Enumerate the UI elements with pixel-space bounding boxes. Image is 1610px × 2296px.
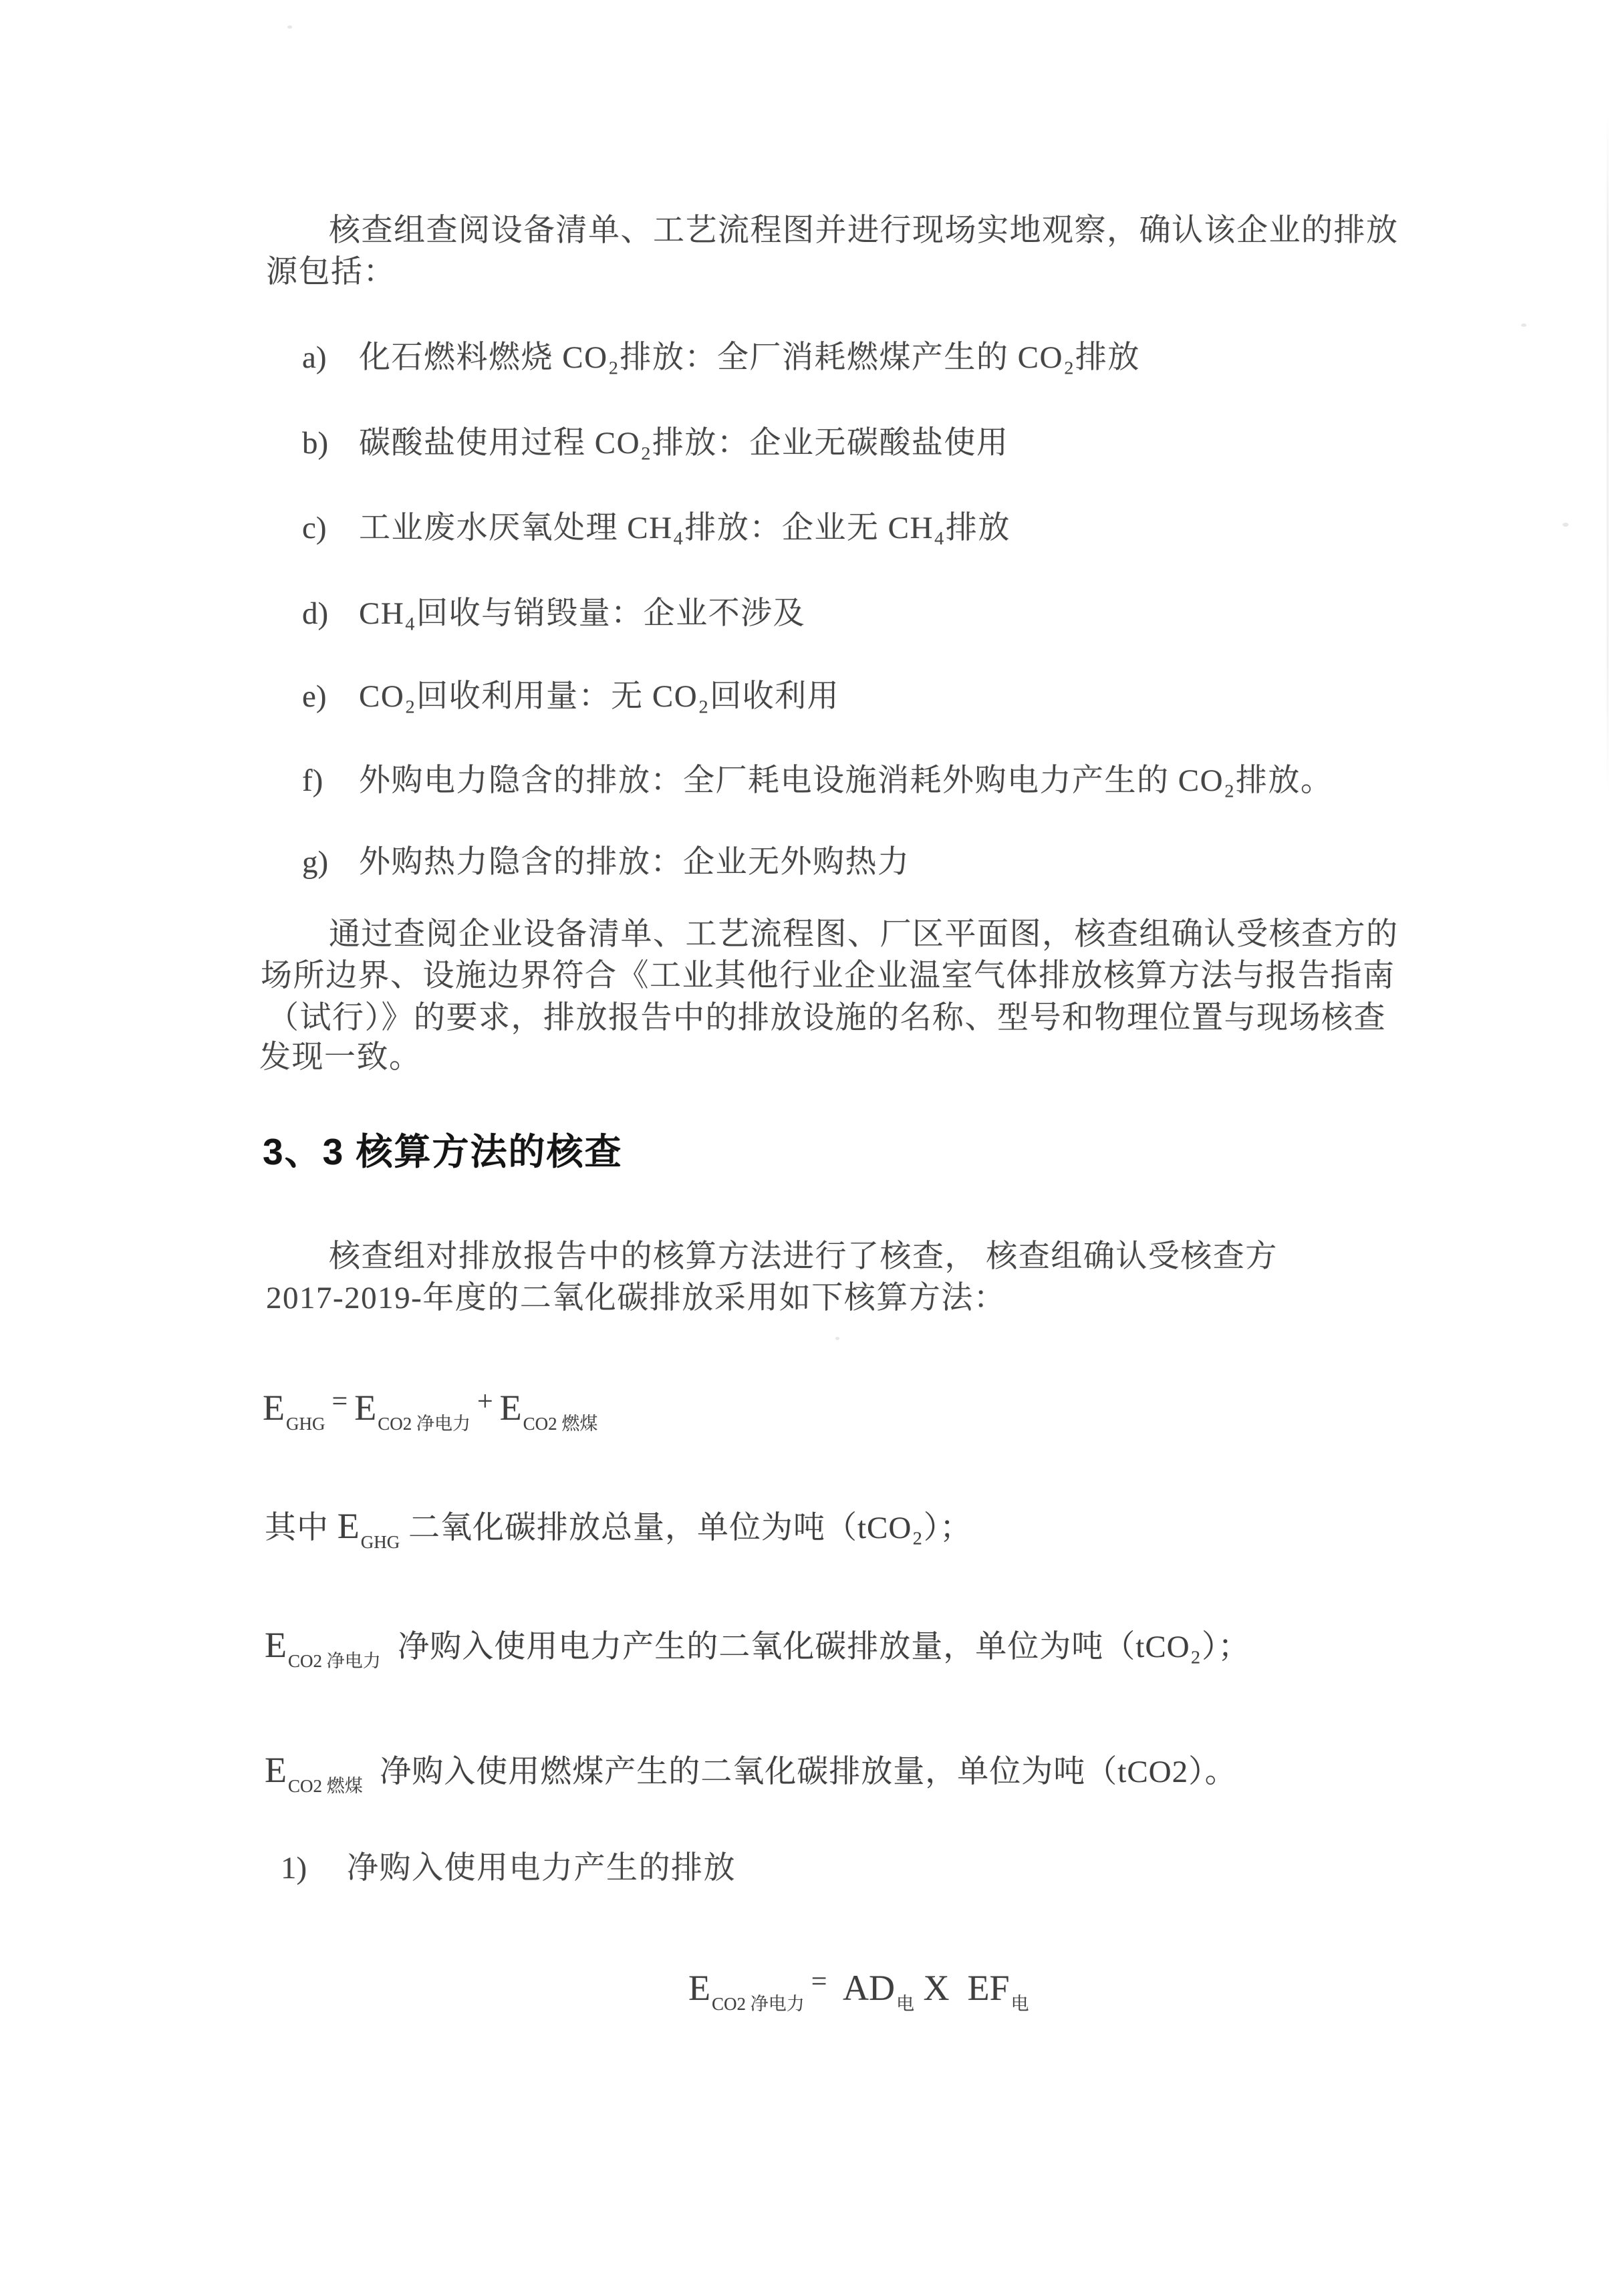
list-item-text: 外购热力隐含的排放：企业无外购热力 [359, 845, 910, 880]
boundary-paragraph-line-3: （试行）》的要求，排放报告中的排放设施的名称、型号和物理位置与现场核查 [267, 1001, 1386, 1035]
method-paragraph-line-2: 2017-2019-年度的二氧化碳排放采用如下核算方法： [266, 1281, 1007, 1315]
formula-segment-text: 净购入使用电力产生的二氧化碳排放量，单位为吨（tCO₂）； [380, 1630, 1250, 1664]
formula-segment-text: 其中 [265, 1511, 338, 1545]
formula-segment-base: E [265, 1625, 287, 1665]
formula-segment-sub: CO2 燃煤 [288, 1776, 363, 1796]
formula-segment-sub: CO2 净电力 [378, 1414, 471, 1434]
list-item-text: 化石燃料燃烧 CO₂排放：全厂消耗燃煤产生的 CO₂排放 [359, 340, 1140, 375]
formula-segment-base: E [688, 1968, 710, 2008]
formula-segment-op: + [477, 1386, 493, 1417]
list-item-label: e) [302, 679, 327, 714]
scan-speck [1521, 324, 1526, 327]
list-item-b [302, 423, 1009, 463]
formula-segment-text: 净购入使用燃煤产生的二氧化碳排放量，单位为吨（tCO2）。 [362, 1755, 1237, 1789]
formula-segment-base: E [499, 1388, 522, 1428]
numbered-item-text: 净购入使用电力产生的排放 [347, 1851, 736, 1886]
list-item-e [302, 676, 839, 717]
list-item-c [302, 508, 1011, 548]
scan-speck [287, 25, 292, 29]
list-item-text: CH₄回收与销毁量：企业不涉及 [359, 596, 806, 631]
formula-segment-sub: 电 [1011, 1994, 1029, 2014]
list-item-f [302, 761, 1333, 801]
intro-paragraph-line-1: 核查组查阅设备清单、工艺流程图并进行现场实地观察，确认该企业的排放 [329, 213, 1399, 248]
scan-speck [835, 1337, 839, 1340]
list-item-d [302, 594, 805, 634]
formula-segment-sub: CO2 净电力 [288, 1651, 381, 1671]
formula-segment-base: E [337, 1506, 360, 1546]
list-item-label: f) [302, 763, 323, 798]
list-item-text: 工业废水厌氧处理 CH₄排放：企业无 CH₄排放 [359, 511, 1011, 545]
formula-segment-text: 二氧化碳排放总量，单位为吨（tCO₂）； [400, 1511, 972, 1545]
numbered-item-1 [281, 1848, 736, 1888]
formula-electricity-emissions [688, 1958, 1029, 2027]
definition-coal [265, 1747, 1237, 1809]
formula-segment-base: AD [833, 1968, 895, 2008]
formula-segment-op: = [331, 1386, 348, 1417]
list-item-a [302, 338, 1140, 378]
formula-segment-op: = [811, 1966, 827, 1997]
boundary-paragraph-line-2: 场所边界、设施边界符合《工业其他行业企业温室气体排放核算方法与报告指南 [261, 959, 1395, 993]
formula-segment-base: X [914, 1968, 958, 2008]
method-paragraph-line-1: 核查组对排放报告中的核算方法进行了核查， 核查组确认受核查方 [329, 1239, 1278, 1274]
numbered-item-label: 1) [281, 1851, 307, 1886]
definition-electricity [265, 1622, 1250, 1684]
boundary-paragraph-line-1: 通过查阅企业设备清单、工艺流程图、厂区平面图，核查组确认受核查方的 [329, 917, 1399, 952]
list-item-g [302, 842, 910, 882]
formula-segment-sub: CO2 净电力 [712, 1994, 805, 2014]
formula-segment-sub: GHG [286, 1414, 325, 1434]
definition-total [265, 1503, 972, 1565]
list-item-label: c) [302, 511, 327, 545]
list-item-label: d) [302, 596, 329, 631]
list-item-label: b) [302, 426, 329, 461]
formula-segment-base: E [265, 1750, 287, 1790]
scan-edge-shadow [1607, 114, 1609, 795]
formula-total-emissions [263, 1378, 597, 1447]
list-item-label: a) [302, 340, 327, 375]
formula-segment-base: EF [958, 1968, 1010, 2008]
list-item-text: CO₂回收利用量：无 CO₂回收利用 [359, 679, 840, 714]
formula-segment-base: E [263, 1388, 285, 1428]
intro-paragraph-line-2: 源包括： [266, 255, 396, 289]
formula-segment-sub: GHG [360, 1532, 400, 1552]
list-item-label: g) [302, 845, 329, 880]
formula-segment-base: E [354, 1388, 377, 1428]
list-item-text: 碳酸盐使用过程 CO₂排放：企业无碳酸盐使用 [359, 426, 1009, 461]
boundary-paragraph-line-4: 发现一致。 [259, 1040, 422, 1075]
list-item-text: 外购电力隐含的排放：全厂耗电设施消耗外购电力产生的 CO₂排放。 [359, 763, 1333, 798]
scan-speck [1563, 523, 1569, 527]
section-heading: 3、3 核算方法的核查 [263, 1131, 623, 1172]
formula-segment-sub: CO2 燃煤 [523, 1414, 598, 1434]
formula-segment-sub: 电 [896, 1994, 914, 2014]
